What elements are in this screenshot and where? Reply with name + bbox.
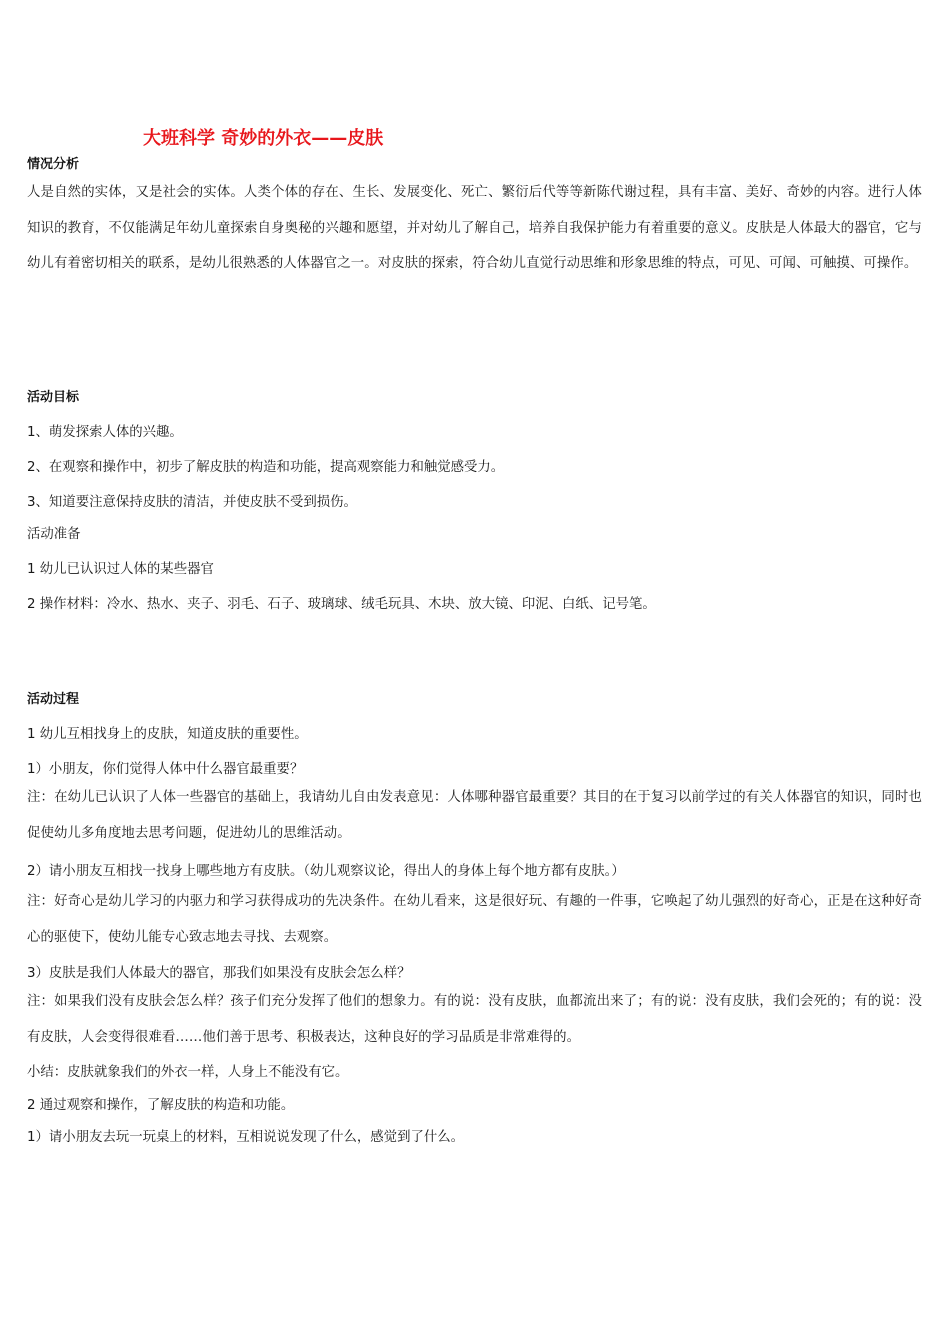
preparation-number: 2 (27, 597, 36, 612)
analysis-heading: 情况分析 (27, 157, 80, 172)
step-text: 通过观察和操作，了解皮肤的构造和功能。 (35, 1098, 295, 1113)
goal-number: 2 (27, 460, 36, 475)
process-summary: 小结：皮肤就象我们的外衣一样，人身上不能没有它。 (27, 1065, 349, 1080)
question-number: 1 (27, 1130, 36, 1145)
preparation-item (27, 593, 656, 612)
question-text: ）请小朋友互相找一找身上哪些地方有皮肤。（幼儿观察议论，得出人的身体上每个地方都有皮肤。） (35, 864, 625, 879)
question-number: 3 (27, 966, 36, 981)
goal-item (27, 491, 357, 510)
goal-number: 3 (27, 495, 36, 510)
step-number: 2 (27, 1098, 36, 1113)
preparation-text: 操作材料：冷水、热水、夹子、羽毛、石子、玻璃球、绒毛玩具、木块、放大镜、印泥、白纸、记号笔。 (35, 597, 656, 612)
process-question (27, 962, 410, 981)
goal-text: 、知道要注意保持皮肤的清洁，并使皮肤不受到损伤。 (35, 495, 357, 510)
process-step (27, 1094, 294, 1113)
preparation-text: 幼儿已认识过人体的某些器官 (35, 562, 214, 577)
document-title: 大班科学 奇妙的外衣——皮肤 (143, 128, 384, 149)
preparation-number: 1 (27, 562, 36, 577)
step-text: 幼儿互相找身上的皮肤，知道皮肤的重要性。 (35, 727, 308, 742)
process-heading: 活动过程 (27, 692, 80, 707)
question-text: ）皮肤是我们人体最大的器官，那我们如果没有皮肤会怎么样？ (35, 966, 411, 981)
goal-text: 、在观察和操作中，初步了解皮肤的构造和功能，提高观察能力和触觉感受力。 (35, 460, 505, 475)
process-question (27, 1126, 464, 1145)
analysis-paragraph: 人是自然的实体，又是社会的实体。人类个体的存在、生长、发展变化、死亡、繁衍后代等等新陈代谢过程，具有丰富、美好、奇妙的内容。进行人体知识的教育，不仅能满足年幼儿童探索自身奥秘的兴趣和愿望，并对幼儿了解自己，培养自我保护能力有着重要的意义。皮肤是人体最大的器官，它与幼儿有着密切相关的联系，是幼儿很熟悉的人体器官之一。对皮肤的探索，符合幼儿直觉行动思维和形象思维的特点，可见、可闻、可触摸、可操作。 (27, 185, 922, 271)
goal-item (27, 421, 183, 440)
question-number: 1 (27, 762, 36, 777)
process-note: 注：好奇心是幼儿学习的内驱力和学习获得成功的先决条件。在幼儿看来，这是很好玩、有趣的一件事，它唤起了幼儿强烈的好奇心，正是在这种好奇心的驱使下，使幼儿能专心致志地去寻找、去观察。 (27, 894, 922, 945)
process-question (27, 758, 303, 777)
preparation-heading: 活动准备 (27, 527, 81, 542)
process-note: 注：如果我们没有皮肤会怎么样？孩子们充分发挥了他们的想象力。有的说：没有皮肤，血都流出来了；有的说：没有皮肤，我们会死的；有的说：没有皮肤，人会变得很难看……他们善于思考、积极表达，这种良好的学习品质是非常难得的。 (27, 994, 922, 1045)
step-number: 1 (27, 727, 36, 742)
preparation-item (27, 558, 214, 577)
goal-item (27, 456, 504, 475)
process-note: 注：在幼儿已认识了人体一些器官的基础上，我请幼儿自由发表意见：人体哪种器官最重要？其目的在于复习以前学过的有关人体器官的知识，同时也促使幼儿多角度地去思考问题，促进幼儿的思维活动。 (27, 790, 922, 841)
goal-text: 、萌发探索人体的兴趣。 (35, 425, 183, 440)
process-question (27, 860, 625, 879)
question-number: 2 (27, 864, 36, 879)
question-text: ）小朋友，你们觉得人体中什么器官最重要？ (35, 762, 304, 777)
goal-number: 1 (27, 425, 36, 440)
question-text: ）请小朋友去玩一玩桌上的材料，互相说说发现了什么，感觉到了什么。 (35, 1130, 465, 1145)
process-step (27, 723, 308, 742)
goals-heading: 活动目标 (27, 390, 80, 405)
